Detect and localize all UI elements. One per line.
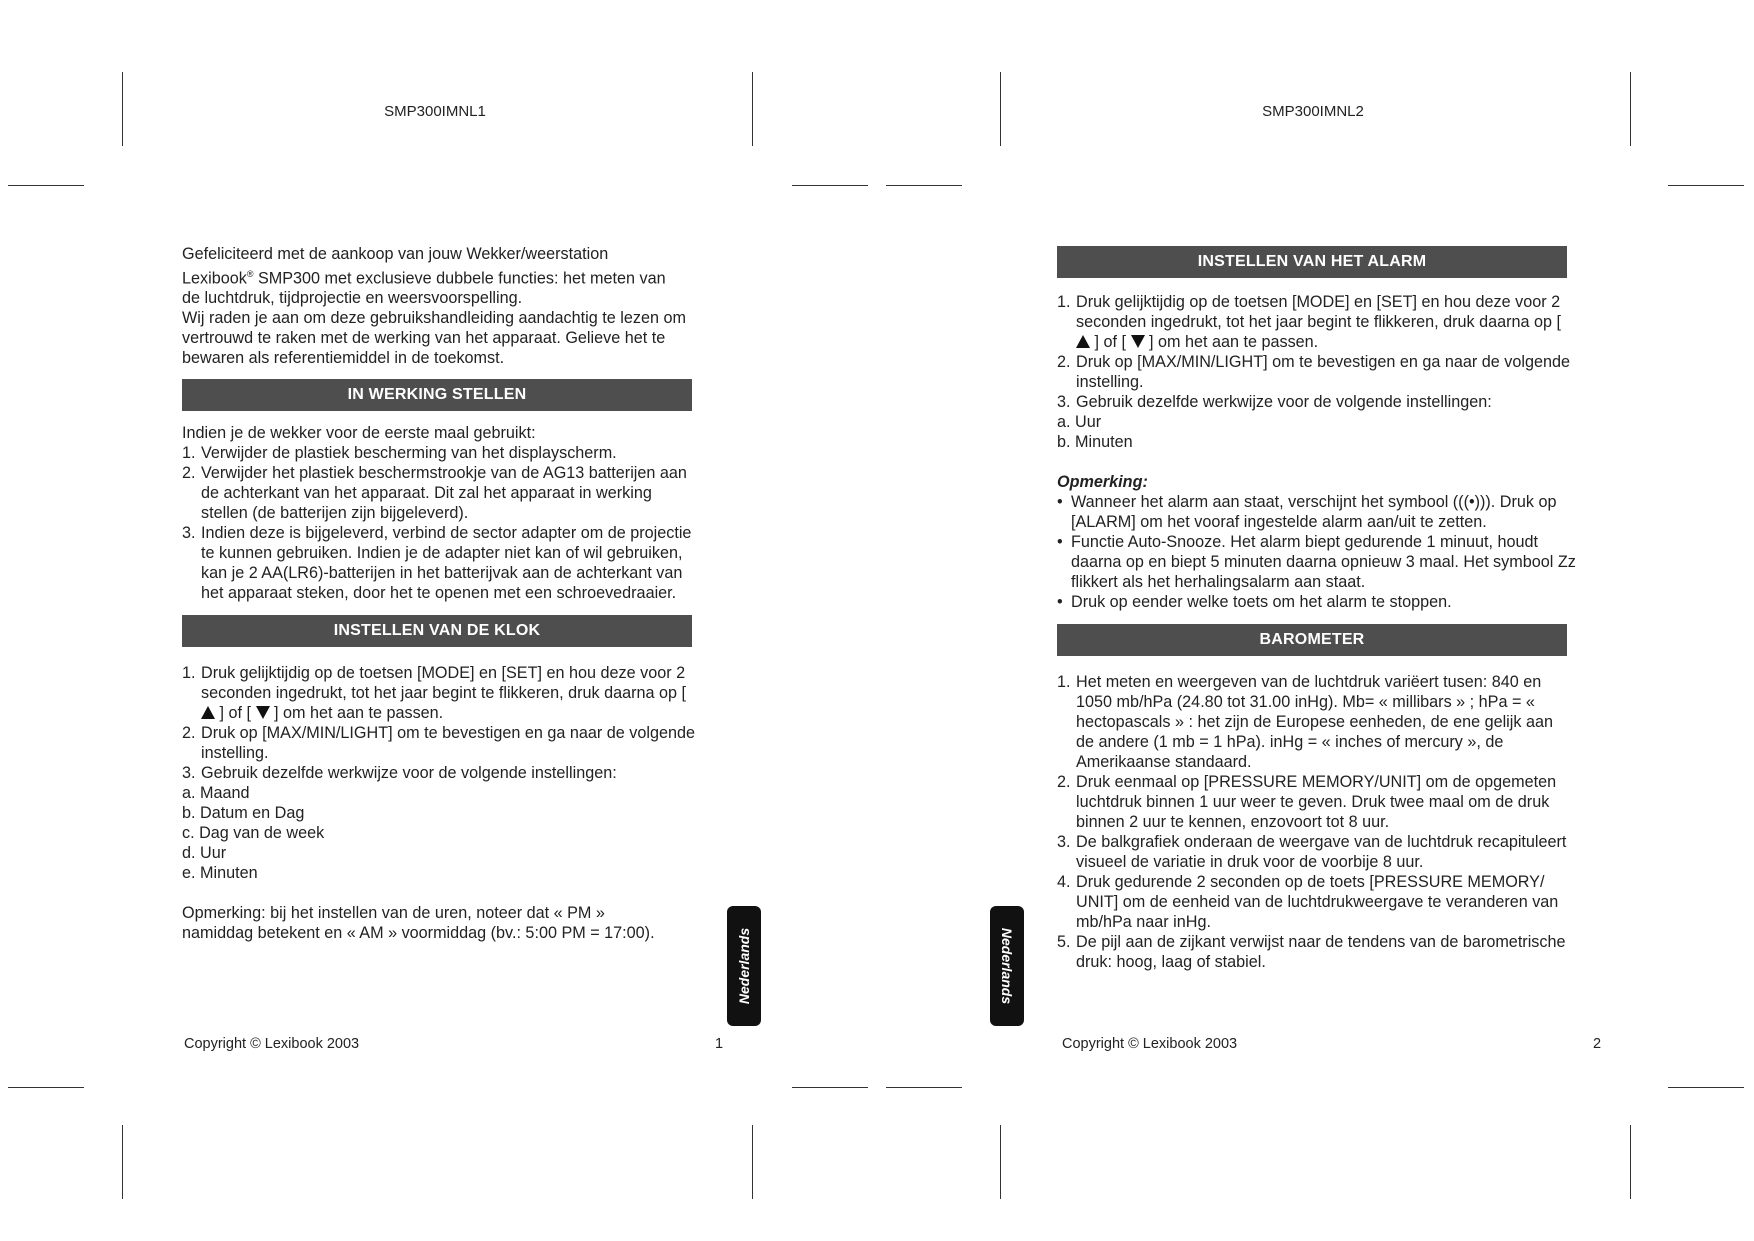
list-item: 3. Gebruik dezelfde werkwijze voor de volgende instellingen: <box>1057 393 1492 411</box>
copyright: Copyright © Lexibook 2003 <box>184 1036 360 1052</box>
crop-mark <box>886 185 962 186</box>
page-number: 1 <box>715 1036 724 1052</box>
crop-mark <box>122 1125 123 1199</box>
crop-mark <box>792 1087 868 1088</box>
section-heading: INSTELLEN VAN DE KLOK <box>182 615 692 647</box>
page-number: 2 <box>1593 1036 1602 1052</box>
section-heading: INSTELLEN VAN HET ALARM <box>1057 246 1567 278</box>
note-heading: Opmerking: <box>1057 473 1148 491</box>
sub-item: c. Dag van de week <box>182 824 325 843</box>
crop-mark <box>1668 1087 1744 1088</box>
crop-mark <box>886 1087 962 1088</box>
crop-mark <box>122 72 123 146</box>
crop-mark <box>8 1087 84 1088</box>
list-item: 1. Druk gelijktijdig op de toetsen [MODE] en [SET] en hou deze voor 2 seconden ingedrukt, tot het jaar begint te flikkeren, druk daarna op [ ] of [ ] om het aan te passen. <box>1057 293 1562 351</box>
list-item: 2. Druk eenmaal op [PRESSURE MEMORY/UNIT] om de opgemeten luchtdruk binnen 1 uur weer te geven. Druk twee maal om de druk binnen 2 uur te kennen, enzovoort tot 8 uur. <box>1057 773 1557 831</box>
page-2-content <box>1057 246 1576 972</box>
sub-item: b. Minuten <box>1057 433 1133 451</box>
list-item: 4. Druk gedurende 2 seconden op de toets [PRESSURE MEMORY/ UNIT] om de eenheid van de luchtdrukweergave te veranderen van mb/hPa naar inHg. <box>1057 873 1559 931</box>
note: Opmerking: bij het instellen van de uren, noteer dat « PM » namiddag betekent en « AM » voormiddag (bv.: 5:00 PM = 17:00). <box>182 904 655 943</box>
intro-paragraph: Gefeliciteerd met de aankoop van jouw Wekker/weerstation Lexibook® SMP300 met exclusieve dubbele functies: het meten van de luchtdruk, tijdprojectie en weersvoorspelling. <box>182 245 666 308</box>
instruction-list <box>1057 672 1572 972</box>
crop-mark <box>1000 1125 1001 1199</box>
sub-item: b. Datum en Dag <box>182 804 305 823</box>
down-arrow-icon <box>256 706 270 719</box>
instruction-list <box>182 663 697 783</box>
crop-mark <box>752 1125 753 1199</box>
list-item: 3. De balkgrafiek onderaan de weergave van de luchtdruk recapituleert visueel de variatie in druk voor de voorbije 8 uur. <box>1057 833 1567 871</box>
page-code: SMP300IMNL2 <box>1262 103 1364 120</box>
section-heading: BAROMETER <box>1057 624 1567 656</box>
note-bullets <box>1057 492 1577 612</box>
crop-mark <box>1630 1125 1631 1199</box>
bullet-item: • Wanneer het alarm aan staat, verschijnt het symbool (((•))). Druk op [ALARM] om het vooraf ingestelde alarm aan/uit te zetten. <box>1057 493 1557 531</box>
instruction-list <box>182 443 697 603</box>
up-arrow-icon <box>201 706 215 719</box>
list-item: 2. Druk op [MAX/MIN/LIGHT] om te bevestigen en ga naar de volgende instelling. <box>1057 353 1570 391</box>
bullet-item: • Druk op eender welke toets om het alarm te stoppen. <box>1057 593 1452 611</box>
sub-item: a. Uur <box>1057 413 1102 431</box>
sub-list <box>1057 412 1572 452</box>
language-tab: Nederlands <box>990 906 1024 1026</box>
list-item: 1. Het meten en weergeven van de luchtdruk variëert tusen: 840 en 1050 mb/hPa (24.80 tot 31.00 inHg). Mb= « millibars » ; hPa = « hectopascals » : het zijn de Europese eenheden, de ene gelijk aan de andere (1 mb = 1 hPa). inHg = « inches of mercury », de Amerikaanse standaard. <box>1057 673 1553 771</box>
crop-mark <box>792 185 868 186</box>
list-item: 3. Indien deze is bijgeleverd, verbind de sector adapter om de projectie te kunnen gebruiken. Indien je de adapter niet kan of wil gebruiken, kan je 2 AA(LR6)-batterijen in het batterijvak aan de achterkant van het apparaat steken, door het te openen met een schroevedraaier. <box>182 524 692 603</box>
section-heading: IN WERKING STELLEN <box>182 379 692 411</box>
bullet-item: • Functie Auto-Snooze. Het alarm biept gedurende 1 minuut, houdt daarna op en biept 5 minuten daarna opnieuw 3 maal. Het symbool Zz flikkert als het herhalingsalarm aan staat. <box>1057 533 1576 591</box>
section-lead: Indien je de wekker voor de eerste maal gebruikt: <box>182 424 536 443</box>
list-item: 1. Verwijder de plastiek bescherming van het displayscherm. <box>182 444 617 463</box>
crop-mark <box>752 72 753 146</box>
sub-item: e. Minuten <box>182 864 258 883</box>
page-code: SMP300IMNL1 <box>384 103 486 120</box>
list-item: 2. Druk op [MAX/MIN/LIGHT] om te bevestigen en ga naar de volgende instelling. <box>182 724 695 763</box>
crop-mark <box>1630 72 1631 146</box>
sub-list <box>182 783 697 883</box>
up-arrow-icon <box>1076 335 1090 348</box>
list-item: 1. Druk gelijktijdig op de toetsen [MODE] en [SET] en hou deze voor 2 seconden ingedrukt, tot het jaar begint te flikkeren, druk daarna op [ ] of [ ] om het aan te passen. <box>182 664 687 723</box>
copyright: Copyright © Lexibook 2003 <box>1062 1036 1238 1052</box>
sub-item: d. Uur <box>182 844 227 863</box>
language-tab: Nederlands <box>727 906 761 1026</box>
sub-item: a. Maand <box>182 784 250 803</box>
instruction-list <box>1057 292 1572 412</box>
crop-mark <box>1668 185 1744 186</box>
crop-mark <box>1000 72 1001 146</box>
intro-paragraph-2: Wij raden je aan om deze gebruikshandleiding aandachtig te lezen om vertrouwd te raken met de werking van het apparaat. Gelieve het te bewaren als referentiemiddel in de toekomst. <box>182 309 686 368</box>
list-item: 3. Gebruik dezelfde werkwijze voor de volgende instellingen: <box>182 764 617 783</box>
down-arrow-icon <box>1131 335 1145 348</box>
crop-mark <box>8 185 84 186</box>
list-item: 5. De pijl aan de zijkant verwijst naar de tendens van de barometrische druk: hoog, laag of stabiel. <box>1057 933 1566 971</box>
page-1-content <box>182 244 697 943</box>
list-item: 2. Verwijder het plastiek beschermstrookje van de AG13 batterijen aan de achterkant van het apparaat. Dit zal het apparaat in werking stellen (de batterijen zijn bijgeleverd). <box>182 464 687 523</box>
